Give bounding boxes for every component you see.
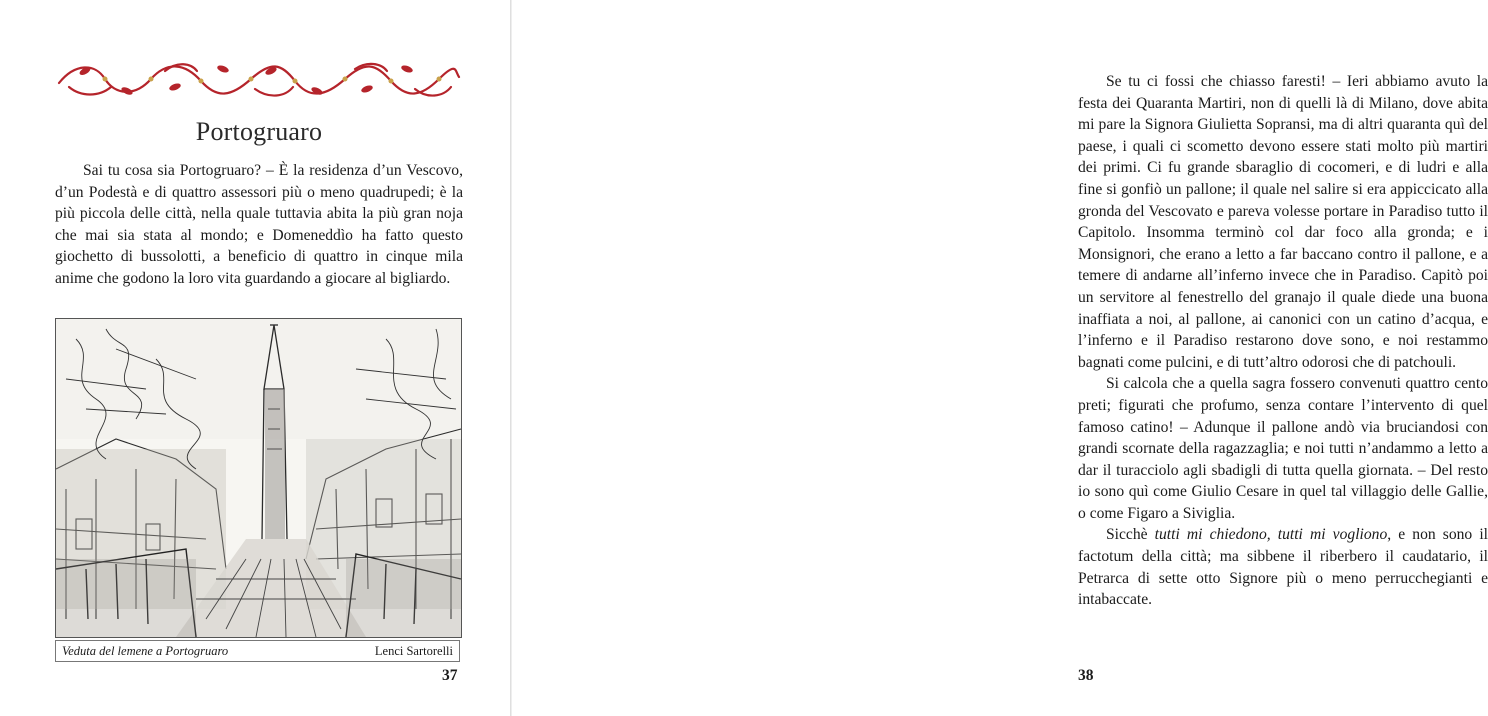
sketch-drawing: [56, 319, 461, 637]
left-page: [0, 0, 510, 716]
caption-artist: Lenci Sartorelli: [374, 644, 453, 658]
chapter-title: Portogruaro: [195, 117, 323, 146]
paragraph-3-start: Sicchè: [1106, 526, 1155, 544]
left-paragraph: Sai tu cosa sia Portogruaro? – È la residenza d’un Vescovo, d’un Podestà e di quattro assessori più o meno quadrupedi; è la più piccola delle città, nella quale tuttavia abita la più gran noja che mai sia stata al mondo; e Domeneddìo ha fatto questo giochetto di bussolotti, a beneficio di quattro in cinque mila anime che godono la loro vita guardando a giocare al bigliardo.: [55, 162, 463, 287]
right-paragraph-1: Se tu ci fossi che chiasso faresti! – Ieri abbiamo avuto la festa dei Quaranta Martiri, non di quelli là di Milano, dove abita mi pare la Signora Giulietta Sopransi, ma di altri quaranta quì del paese, i quali ci scometto devono essere stati molto più martiri dei primi. Ci fu grande sbaraglio di cocomeri, e di ludri e alla fine si gonfiò un pallone; il quale nel salire si era appiccicato alla gronda del Vescovato e pareva volesse portare in Paradiso tutto il Capitolo. Insomma terminò col dar foco alla gronda; e i Monsignori, che erano a letto a far baccano contro il pallone, e a temere di andarne all’inferno invece che in Paradiso. Capitò poi un servitore al fenestrello del granajo il quale diede una buona inaffiata a noi, al pallone, ai canonici con un catino d’acqua, e l’inferno e il Paradiso restarono dove sono, e noi restammo bagnati come pulcini, e di tutt’altro odorosi che di patchouli.: [1078, 73, 1488, 371]
right-paragraph-2: Si calcola che a quella sagra fossero convenuti quattro cento preti; figurati che profumo, senza contare l’intervento di quel famoso catino! – Adunque il pallone andò via bruciandosi con grandi scornate della ragazzaglia; e noi tutti n’andammo a letto a dar il turacciolo agli sbadigli di tutta quella giornata. – Del resto io sono quì come Giulio Cesare in quel tal villaggio delle Gallie, o come Figaro a Siviglia.: [1078, 375, 1488, 522]
decorative-ornament: [55, 57, 463, 103]
caption-title: Veduta del lemene a Portogruaro: [62, 644, 229, 658]
page-number-right: 38: [1078, 667, 1094, 684]
paragraph-3-italic: tutti mi chiedono, tutti mi vogliono: [1154, 526, 1388, 544]
illustration-caption: [55, 640, 460, 662]
paragraph-3-end: , e non sono il factotum della città; ma sibbene il riberbero il caudatario, il Petrarca di sette otto Signore più o meno perrucchegianti e intabaccate.: [1078, 526, 1488, 609]
left-body-text: [55, 160, 463, 290]
page-number-left: 37: [442, 667, 458, 684]
right-page: [512, 0, 1488, 716]
right-body-text: [1078, 71, 1488, 611]
right-paragraph-3: [1078, 524, 1488, 610]
sketch-illustration: [55, 318, 462, 638]
